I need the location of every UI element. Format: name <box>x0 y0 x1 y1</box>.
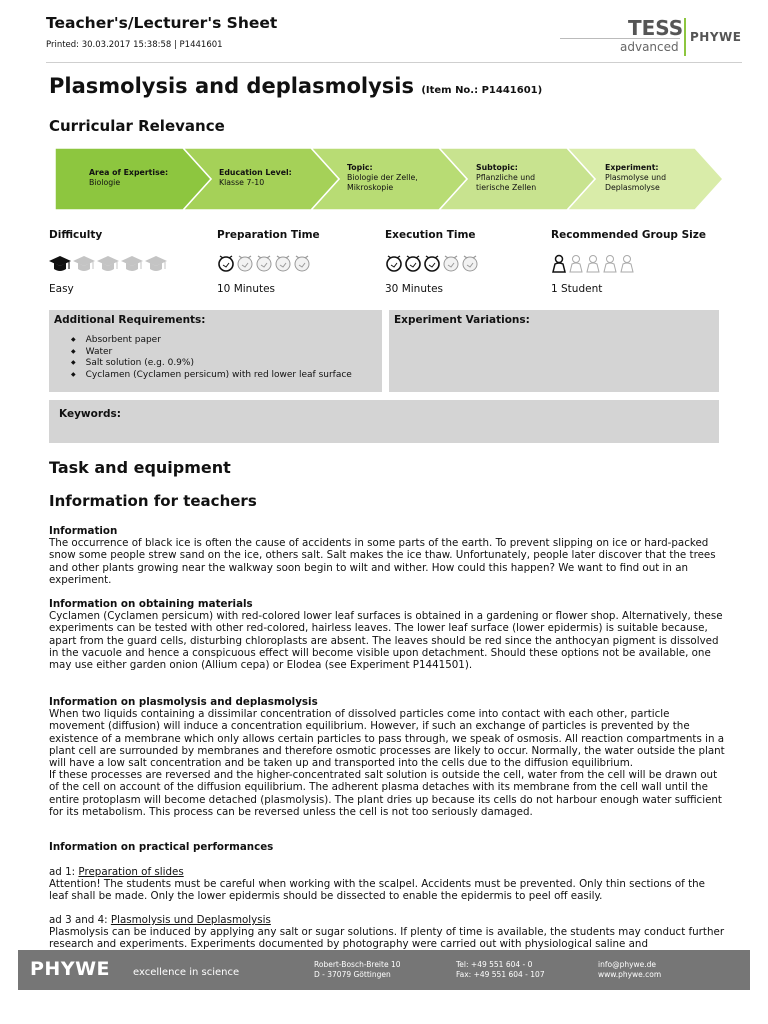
footer-phone <box>456 960 545 980</box>
header-divider <box>46 62 742 63</box>
group-size-label: Recommended Group Size <box>551 229 706 241</box>
difficulty-label: Difficulty <box>49 229 103 241</box>
graduation-cap-icon <box>121 256 143 271</box>
ad1-prefix: ad 1: <box>49 866 79 878</box>
preparation-time-label: Preparation Time <box>217 229 320 241</box>
chevron-text-2 <box>219 168 319 188</box>
chevron-value-experiment: Plasmolyse und Deplasmolyse <box>605 173 667 192</box>
ad1-link[interactable]: Preparation of slides <box>78 866 184 878</box>
logo-advanced-text: advanced <box>620 40 679 54</box>
ad1-text: Attention! The students must be careful when working with the scalpel. Accidents must be prevented. Only thin sections of the leaf shall be made. Only the lower epidermis should be dissected to enable the epidermis to peel off easily. <box>49 878 705 903</box>
requirement-item: ◆ Water <box>71 347 352 359</box>
plasmolysis-text-1: When two liquids containing a dissimilar concentration of dissolved particles come into contact with each other, particle movement (diffusion) will induce a concentration equilibrium. However, if such an exchange of particles is prevented by the existence of a membrane which only allows certain particles to pass through, we speak of osmosis. All reaction compartments in a plant cell are surrounded by membranes and therefore osmotic processes are likely to occur. Normally, the water outside the plant will have a low salt concentration and be taken up and transported into the cells due to the diffusion equilibrium. <box>49 708 725 770</box>
practical-heading-block <box>49 841 727 853</box>
sheet-title: Teacher's/Lecturer's Sheet <box>46 14 278 32</box>
materials-heading: Information on obtaining materials <box>49 598 253 610</box>
chevron-text-1 <box>89 168 189 188</box>
information-text: The occurrence of black ice is often the cause of accidents in some parts of the earth. To prevent slipping on ice or hard-packed snow some people strew sand on the ice, others salt. Salt makes the ice thaw. Unfortunately, people later discover that the trees and other plants growing near the walkway soon begin to wilt and wither. How could this happen? We want to find out in an experiment. <box>49 537 716 586</box>
person-icon <box>621 256 633 273</box>
graduation-cap-icon-filled <box>49 256 71 271</box>
experiment-variations-heading: Experiment Variations: <box>394 314 530 326</box>
title-main: Plasmolysis and deplasmolysis <box>49 74 414 98</box>
curricular-heading: Curricular Relevance <box>49 117 225 135</box>
footer-website[interactable]: www.phywe.com <box>598 970 662 979</box>
requirement-item: ◆ Salt solution (e.g. 0.9%) <box>71 358 352 370</box>
materials-block <box>49 598 727 671</box>
graduation-cap-icon <box>73 256 95 271</box>
footer-email[interactable]: info@phywe.de <box>598 960 657 969</box>
logo-tess-text: TESS <box>628 16 684 40</box>
clock-icon-filled <box>406 256 420 271</box>
person-icon <box>570 256 582 273</box>
group-size-value: 1 Student <box>551 283 603 295</box>
keywords-box <box>49 400 719 443</box>
chevron-value-topic: Biologie der Zelle, Mikroskopie <box>347 173 418 192</box>
information-block <box>49 525 727 586</box>
clock-icon <box>444 256 458 271</box>
additional-requirements-heading: Additional Requirements: <box>54 314 206 326</box>
person-icon <box>587 256 599 273</box>
document-title <box>49 74 542 98</box>
preparation-time-value: 10 Minutes <box>217 283 276 295</box>
footer-address <box>314 960 401 980</box>
clock-icon <box>295 256 309 271</box>
chevron-label-subtopic: Subtopic: <box>476 163 518 172</box>
clock-icon-filled <box>425 256 439 271</box>
curricular-chevron-bar <box>55 148 725 210</box>
additional-requirements-box <box>49 310 382 392</box>
person-icon <box>604 256 616 273</box>
requirement-item: ◆ Absorbent paper <box>71 335 352 347</box>
requirement-item: ◆ Cyclamen (Cyclamen persicum) with red lower leaf surface <box>71 370 352 382</box>
experiment-variations-box <box>389 310 719 392</box>
footer-tel: Tel: +49 551 604 - 0 <box>456 960 533 969</box>
clock-icon <box>238 256 252 271</box>
chevron-text-4 <box>476 163 566 193</box>
logo-phywe-text: PHYWE <box>690 30 742 44</box>
ad34-block <box>49 914 727 950</box>
person-icon-filled <box>553 256 565 273</box>
plasmolysis-heading: Information on plasmolysis and deplasmolysis <box>49 696 318 708</box>
footer-bar <box>18 950 750 990</box>
ad1-block <box>49 866 727 903</box>
information-heading: Information <box>49 525 118 537</box>
execution-time-rating <box>385 254 485 278</box>
logo-separator <box>684 18 686 56</box>
difficulty-rating <box>49 254 169 278</box>
plasmolysis-text-2: If these processes are reversed and the higher-concentrated salt solution is outside the cell, water from the cell will be drawn out of the cell on account of the diffusion equilibrium. The adherent plasma detaches with its membrane from the cell wall until the entire protoplasm will become detached (plasmolysis). The plant dries up because its cells do not harbour enough water sufficient for its metabolism. This process can be reversed unless the cell is not too seriously damaged. <box>49 769 722 818</box>
footer-tagline: excellence in science <box>133 967 240 978</box>
keywords-heading: Keywords: <box>59 408 121 420</box>
ad34-text: Plasmolysis can be induced by applying any salt or sugar solutions. If plenty of time is available, the students may conduct further research and experiments. Experiments documented by photography were carried out with physiological saline and <box>49 926 725 950</box>
clock-icon-filled <box>219 256 233 271</box>
ad34-prefix: ad 3 and 4: <box>49 914 111 926</box>
printed-info: Printed: 30.03.2017 15:38:58 | P1441601 <box>46 40 223 50</box>
footer-address-line-2: D - 37079 Göttingen <box>314 970 391 979</box>
task-equipment-heading: Task and equipment <box>49 458 231 477</box>
requirements-list <box>71 335 352 381</box>
clock-icon <box>463 256 477 271</box>
preparation-time-rating <box>217 254 317 278</box>
footer-fax: Fax: +49 551 604 - 107 <box>456 970 545 979</box>
plasmolysis-block <box>49 696 727 818</box>
materials-text: Cyclamen (Cyclamen persicum) with red-colored lower leaf surfaces is obtained in a gardening or flower shop. Alternatively, these experiments can be tested with other red-colored, hairless leaves. The lower leaf surface (lower epidermis) is suitable because, apart from the guard cells, disturbing chloroplasts are absent. The leaves should be red since the anthocyan pigment is dissolved in the vacuole and hence a conspicuous effect will become visible upon detachment. Should these options not be available, one may use either garden onion (Allium cepa) or Elodea (see Experiment P1441501). <box>49 610 723 672</box>
chevron-label-topic: Topic: <box>347 163 373 172</box>
clock-icon <box>257 256 271 271</box>
footer-brand-logo: PHYWE <box>30 958 111 980</box>
difficulty-value: Easy <box>49 283 74 295</box>
graduation-cap-icon <box>145 256 167 271</box>
chevron-label-experiment: Experiment: <box>605 163 659 172</box>
info-teachers-heading: Information for teachers <box>49 492 257 510</box>
chevron-label-education: Education Level: <box>219 168 292 177</box>
execution-time-label: Execution Time <box>385 229 476 241</box>
ad34-link[interactable]: Plasmolysis und Deplasmolysis <box>110 914 271 926</box>
chevron-text-3 <box>347 163 437 193</box>
chevron-value-education: Klasse 7-10 <box>219 178 265 187</box>
chevron-value-subtopic: Pflanzliche und tierische Zellen <box>476 173 537 192</box>
footer-address-line-1: Robert-Bosch-Breite 10 <box>314 960 401 969</box>
practical-heading: Information on practical performances <box>49 841 274 853</box>
group-size-rating <box>551 254 651 278</box>
title-item-number: (Item No.: P1441601) <box>421 85 543 96</box>
clock-icon <box>276 256 290 271</box>
tess-phywe-logo <box>560 16 744 58</box>
execution-time-value: 30 Minutes <box>385 283 444 295</box>
graduation-cap-icon <box>97 256 119 271</box>
clock-icon-filled <box>387 256 401 271</box>
chevron-label-area: Area of Expertise: <box>89 168 169 177</box>
chevron-value-area: Biologie <box>89 178 121 187</box>
footer-contact <box>598 960 661 980</box>
chevron-text-5 <box>605 163 695 193</box>
